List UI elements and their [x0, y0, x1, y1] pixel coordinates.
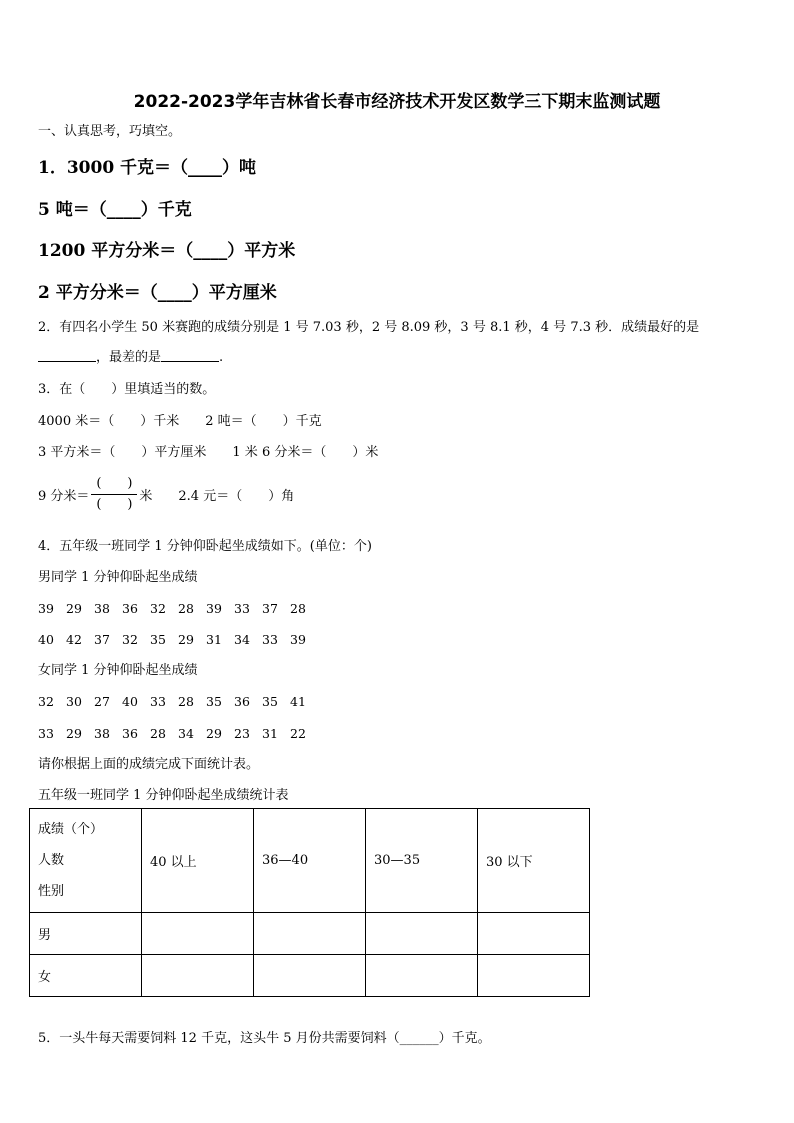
table-cell[interactable]	[478, 955, 590, 997]
score: 33	[38, 726, 54, 741]
q2-answer-line	[38, 346, 223, 365]
q2-period: .	[219, 350, 224, 365]
score: 33	[150, 694, 166, 709]
score: 28	[178, 694, 194, 709]
header-count-label: 人数	[38, 853, 65, 868]
q3-row3-suffix: 米 2.4 元＝（ ）角	[139, 489, 295, 504]
q3-row2: 3 平方米＝（ ）平方厘米 1 米 6 分米＝（ ）米	[38, 445, 379, 460]
boys-scores-row1	[38, 598, 318, 617]
table-row	[30, 955, 590, 997]
girls-scores-row2	[38, 723, 318, 742]
girls-label: 女同学 1 分钟仰卧起坐成绩	[38, 663, 198, 678]
q5-text: 5．一头牛每天需要饲料 12 千克，这头牛 5 月份共需要饲料（______）千克。	[38, 1031, 491, 1046]
q1-line2: 5 吨＝（____）千克	[38, 200, 192, 220]
q4-intro: 4．五年级一班同学 1 分钟仰卧起坐成绩如下。(单位：个)	[38, 539, 372, 554]
score: 40	[122, 694, 138, 709]
row-header-female: 女	[30, 955, 142, 997]
answer-blank[interactable]	[161, 348, 219, 362]
score: 22	[290, 726, 306, 741]
fraction-numerator: ( )	[96, 476, 133, 491]
score: 32	[122, 632, 138, 647]
table-cell[interactable]	[142, 955, 254, 997]
score: 30	[66, 694, 82, 709]
score: 29	[66, 601, 82, 616]
answer-blank[interactable]	[38, 348, 96, 362]
table-cell[interactable]	[366, 913, 478, 955]
score: 28	[290, 601, 306, 616]
score: 33	[262, 632, 278, 647]
q3-row1: 4000 米＝（ ）千米 2 吨＝（ ）千克	[38, 414, 322, 429]
row-header-male: 男	[30, 913, 142, 955]
score: 32	[150, 601, 166, 616]
boys-label: 男同学 1 分钟仰卧起坐成绩	[38, 570, 198, 585]
column-header: 40 以上	[142, 809, 254, 913]
score: 31	[262, 726, 278, 741]
q2-worst-label: ，最差的是	[96, 350, 162, 365]
score: 29	[178, 632, 194, 647]
q1-line1: 1．3000 千克＝（____）吨	[38, 158, 257, 178]
score: 39	[38, 601, 54, 616]
column-header: 30—35	[366, 809, 478, 913]
score: 38	[94, 601, 110, 616]
score: 27	[94, 694, 110, 709]
score: 31	[206, 632, 222, 647]
q2-text: 2．有四名小学生 50 米赛跑的成绩分别是 1 号 7.03 秒，2 号 8.09 秒，3 号 8.1 秒，4 号 7.3 秒．成绩最好的是	[38, 320, 700, 335]
score: 34	[234, 632, 250, 647]
header-score-label: 成绩（个）	[38, 822, 104, 837]
table-cell[interactable]	[478, 913, 590, 955]
girls-scores-row1	[38, 691, 318, 710]
q3-row3-prefix: 9 分米＝	[38, 489, 90, 504]
score: 28	[178, 601, 194, 616]
score: 36	[234, 694, 250, 709]
score: 35	[206, 694, 222, 709]
score: 34	[178, 726, 194, 741]
q1-line4: 2 平方分米＝（____）平方厘米	[38, 283, 277, 303]
q3-intro: 3．在（ ）里填适当的数。	[38, 382, 216, 397]
table-corner-header	[30, 809, 142, 913]
score: 42	[66, 632, 82, 647]
score: 33	[234, 601, 250, 616]
fraction	[91, 474, 137, 515]
score: 37	[94, 632, 110, 647]
table-cell[interactable]	[254, 913, 366, 955]
score: 39	[290, 632, 306, 647]
header-gender-label: 性别	[38, 884, 65, 899]
table-title: 五年级一班同学 1 分钟仰卧起坐成绩统计表	[38, 788, 289, 803]
page-title: 2022-2023学年吉林省长春市经济技术开发区数学三下期末监测试题	[133, 92, 661, 112]
score: 28	[150, 726, 166, 741]
q4-instruction: 请你根据上面的成绩完成下面统计表。	[38, 757, 260, 772]
score: 29	[66, 726, 82, 741]
q1-line3: 1200 平方分米＝（____）平方米	[38, 241, 296, 261]
section-heading: 一、认真思考，巧填空。	[38, 124, 182, 139]
table-cell[interactable]	[254, 955, 366, 997]
score: 32	[38, 694, 54, 709]
table-row	[30, 913, 590, 955]
score: 36	[122, 726, 138, 741]
column-header: 30 以下	[478, 809, 590, 913]
score: 36	[122, 601, 138, 616]
score: 35	[150, 632, 166, 647]
score: 41	[290, 694, 306, 709]
table-cell[interactable]	[366, 955, 478, 997]
q3-row3	[38, 474, 294, 515]
score: 39	[206, 601, 222, 616]
column-header: 36—40	[254, 809, 366, 913]
fraction-denominator: ( )	[96, 497, 133, 512]
score: 23	[234, 726, 250, 741]
table-header-row	[30, 809, 590, 913]
score: 35	[262, 694, 278, 709]
score: 37	[262, 601, 278, 616]
table-cell[interactable]	[142, 913, 254, 955]
statistics-table	[29, 808, 590, 997]
score: 29	[206, 726, 222, 741]
score: 40	[38, 632, 54, 647]
boys-scores-row2	[38, 629, 318, 648]
score: 38	[94, 726, 110, 741]
